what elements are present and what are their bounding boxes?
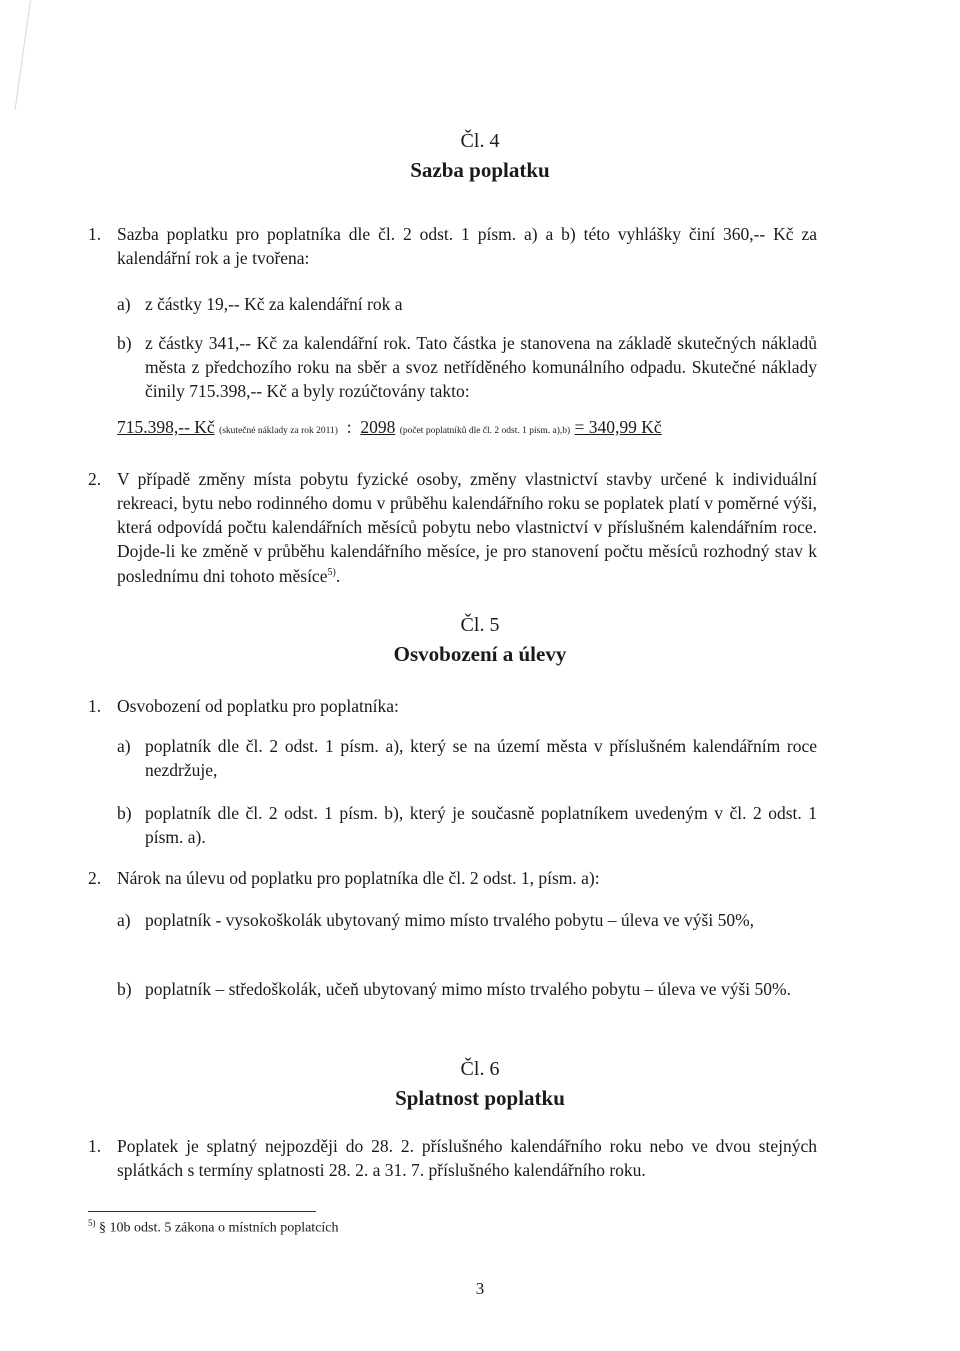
paragraph-text: Sazba poplatku pro poplatníka dle čl. 2 odst. 1 písm. a) a b) této vyhlášky činí 360,-- Kč za kalendářní rok a je tvořena: xyxy=(117,224,817,269)
article-title: Osvobození a úlevy xyxy=(393,641,567,666)
article-4-heading xyxy=(0,128,960,185)
payer-count: 2098 xyxy=(360,417,396,437)
page-number: 3 xyxy=(475,1279,485,1298)
paragraph-number: 1. xyxy=(88,224,102,244)
paragraph-number: 2. xyxy=(88,469,102,489)
footnote-mark: 5) xyxy=(88,1218,96,1228)
article-number: Čl. 6 xyxy=(460,1058,500,1080)
total-cost: 715.398,-- Kč xyxy=(117,417,215,437)
item-text: z částky 19,-- Kč za kalendářní rok a xyxy=(145,294,403,314)
paragraph-body: V případě změny místa pobytu fyzické osoby, změny vlastnictví stavby určené k individuální rekreaci, bytu nebo rodinného domu v průběhu kalendářního roku se poplatek platí v poměrné výši, která odpovídá počtu kalendářních měsíců pobytu nebo vlastnictví v příslušném kalendářním roce. Dojde-li ke změně v průběhu kalendářního měsíce, je pro stanovení počtu měsíců rozhodný stav k poslednímu dni tohoto měsíce xyxy=(117,469,817,586)
calculation-result: = 340,99 Kč xyxy=(574,417,662,437)
paragraph-number: 1. xyxy=(88,1136,102,1156)
page-corner-fold xyxy=(0,0,31,110)
footnote-reference: 5) xyxy=(327,566,336,578)
item-label: a) xyxy=(117,736,131,756)
item-text: poplatník – středoškolák, učeň ubytovaný mimo místo trvalého pobytu – úleva ve výši 50%. xyxy=(145,979,791,999)
article-number: Čl. 5 xyxy=(460,614,500,636)
article-6-heading xyxy=(0,1056,960,1113)
item-label: b) xyxy=(117,979,132,999)
item-text: z částky 341,-- Kč za kalendářní rok. Tato částka je stanovena na základě skutečných nákladů města z předchozího roku na sběr a svoz netříděného komunálního odpadu. Skutečné náklady činily 715.398,-- Kč a byly rozúčtovány takto: xyxy=(145,333,817,402)
item-text: poplatník dle čl. 2 odst. 1 písm. b), který je současně poplatníkem uvedeným v čl. 2 odst. 1 písm. a). xyxy=(145,803,817,848)
paragraph-end: . xyxy=(335,565,341,586)
footnote xyxy=(88,1217,339,1238)
article-5-heading xyxy=(0,612,960,669)
article-title: Sazba poplatku xyxy=(410,157,550,182)
item-text: poplatník dle čl. 2 odst. 1 písm. a), který se na území města v příslušném kalendářním roce nezdržuje, xyxy=(145,736,817,781)
paragraph-text: Osvobození od poplatku pro poplatníka: xyxy=(117,696,399,716)
division-sign: : xyxy=(346,417,352,437)
payer-count-note: (počet poplatníků dle čl. 2 odst. 1 písm. a),b) xyxy=(399,426,571,436)
total-cost-note: (skutečné náklady za rok 2011) xyxy=(219,426,338,436)
item-label: b) xyxy=(117,803,132,823)
paragraph-number: 2. xyxy=(88,868,102,888)
item-label: a) xyxy=(117,910,131,930)
footnote-divider xyxy=(88,1211,316,1212)
footnote-text: § 10b odst. 5 zákona o místních poplatcích xyxy=(99,1220,339,1236)
article-number: Čl. 4 xyxy=(460,130,500,152)
paragraph-text: Poplatek je splatný nejpozději do 28. 2. příslušného kalendářního roku nebo ve dvou stejných splátkách s termíny splatnosti 28. 2. a 31. 7. příslušného kalendářního roku. xyxy=(117,1136,817,1181)
item-label: a) xyxy=(117,294,131,314)
paragraph-number: 1. xyxy=(88,696,102,716)
item-text: poplatník - vysokoškolák ubytovaný mimo místo trvalého pobytu – úleva ve výši 50%, xyxy=(145,910,755,930)
cost-calculation xyxy=(117,415,797,439)
item-label: b) xyxy=(117,333,132,353)
paragraph-text: Nárok na úlevu od poplatku pro poplatníka dle čl. 2 odst. 1, písm. a): xyxy=(117,868,600,888)
paragraph-text xyxy=(117,467,817,588)
article-title: Splatnost poplatku xyxy=(395,1085,565,1110)
